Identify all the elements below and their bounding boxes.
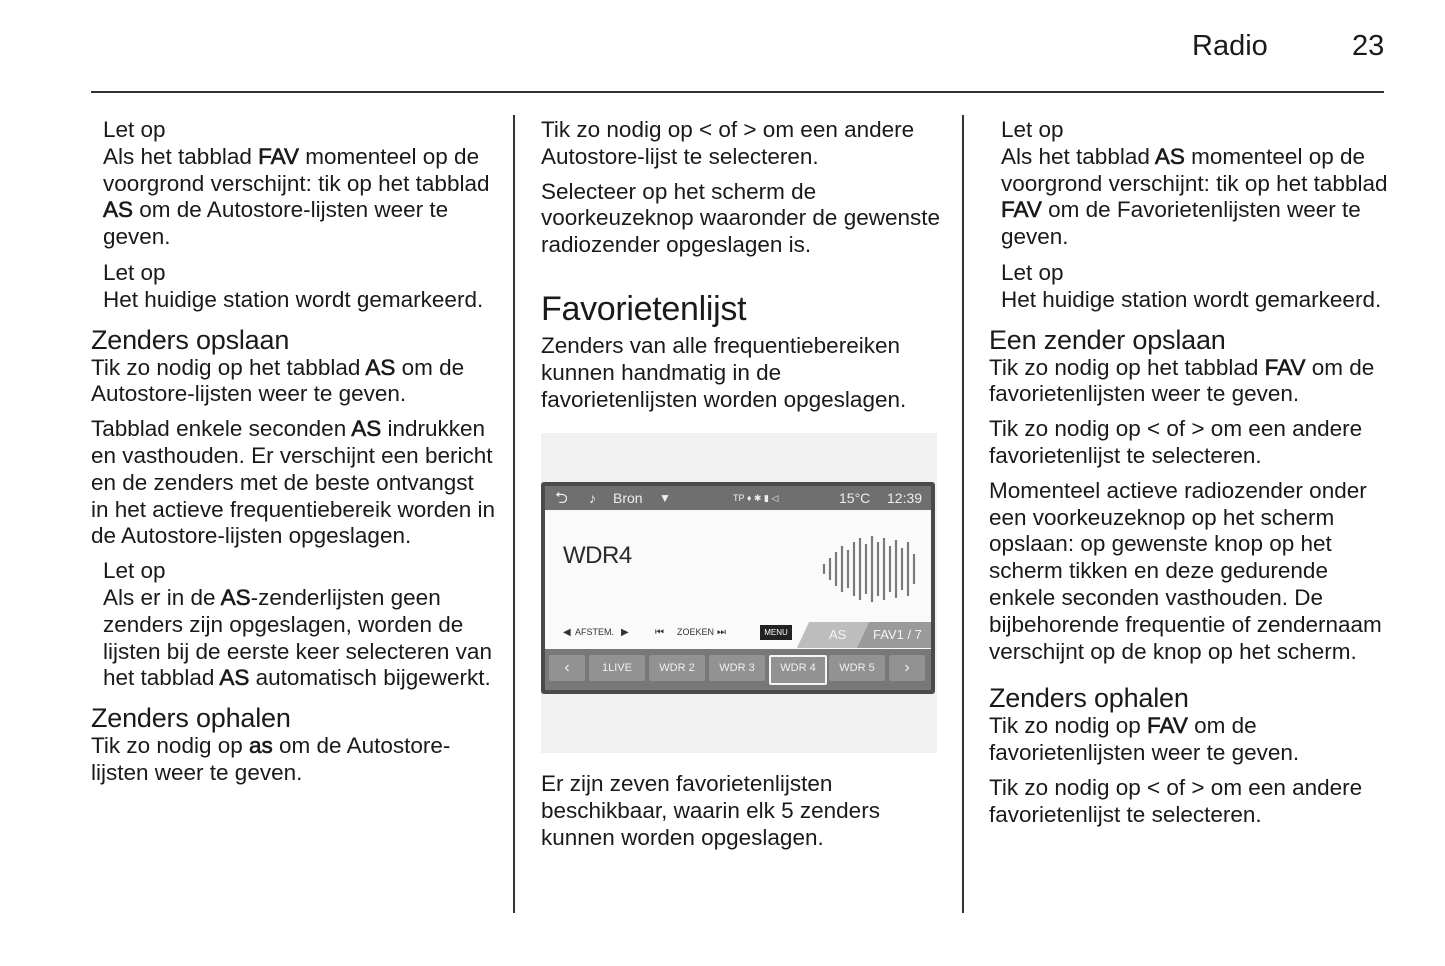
seek-back-icon[interactable]: ◀ — [563, 627, 571, 638]
preset-button-selected[interactable]: WDR 4 — [769, 655, 827, 685]
paragraph: Zenders van alle frequentiebereiken kunnen handmatig in de favorietenlijsten worden opgeslagen. — [541, 332, 907, 412]
paragraph: Tik zo nodig op < of > om een andere Autostore-lijst te selecteren. — [541, 117, 915, 169]
radio-screen-figure — [541, 482, 935, 694]
paragraph-seven-lists: Er zijn zeven favorietenlijsten beschikbaar, waarin elk 5 zenders kunnen worden opgeslagen. — [541, 771, 880, 850]
header-rule — [91, 91, 1384, 93]
heading-retrieve-stations: Zenders ophalen — [91, 703, 291, 734]
temperature: 15°C — [839, 490, 871, 506]
column-1 — [91, 117, 496, 795]
heading-retrieve-stations: Zenders ophalen — [989, 683, 1189, 714]
paragraph: Tik zo nodig op FAV om de favorietenlijsten weer te geven. — [989, 713, 1300, 766]
column-divider-left — [513, 115, 515, 913]
search-label: ZOEKEN — [677, 627, 715, 637]
tab-fav-label: FAV1 / 7 — [873, 627, 922, 642]
preset-bar — [545, 649, 931, 690]
paragraph: Tik zo nodig op het tabblad AS om de Autostore-lijsten weer te geven. — [91, 354, 465, 407]
search-forward-icon[interactable]: ⏭ — [717, 627, 726, 638]
preset-button[interactable]: WDR 5 — [829, 655, 885, 681]
note-current-station: Let op Het huidige station wordt gemarkeerd. — [1001, 260, 1389, 314]
heading-store-station: Een zender opslaan — [989, 324, 1226, 355]
dropdown-triangle-icon: ▼ — [659, 491, 671, 505]
paragraph: Selecteer op het scherm de voorkeuzeknop waaronder de gewenste radiozender opgeslagen is. — [541, 178, 941, 258]
note-label: Let op — [103, 259, 166, 285]
seek-forward-icon[interactable]: ▶ — [621, 627, 629, 638]
paragraph: Tik zo nodig op < of > om een andere favorietenlijst te selecteren. — [989, 774, 1363, 827]
note-label: Let op — [1001, 259, 1064, 285]
note-current-station: Let op Het huidige station wordt gemarkeerd. — [103, 260, 496, 314]
column-3 — [989, 117, 1389, 837]
audio-wave-graphic — [820, 534, 920, 604]
note-as-tab: Let op Als het tabblad AS momenteel op de voorgrond verschijnt: tik op het tabblad FAV om de Favorietenlijsten weer te geven. — [1001, 117, 1388, 250]
note-as-lists: Let op Als er in de AS-zenderlijsten geen zenders zijn opgeslagen, worden de lijsten bij de eerste keer selecteren van het tabblad AS automatisch bijgewerkt. — [103, 558, 496, 692]
page-header-title: Radio — [1192, 30, 1268, 62]
back-arrow-icon: ⮌ — [555, 490, 568, 507]
heading-favorites-list: Favorietenlijst — [541, 289, 747, 328]
preset-button[interactable]: WDR 3 — [709, 655, 765, 681]
note-label: Let op — [1001, 117, 1064, 142]
preset-button[interactable]: 1LIVE — [589, 655, 645, 681]
note-label: Let op — [103, 117, 166, 142]
tab-as-label: AS — [829, 627, 847, 642]
paragraph: Tabblad enkele seconden AS indrukken en vasthouden. Er verschijnt een bericht en de zenders met de beste ontvangst in het actieve frequentiebereik worden in de Autostore-lijsten opgeslagen. — [91, 416, 496, 549]
menu-button[interactable]: MENU — [760, 625, 792, 640]
clock-time: 12:39 — [887, 490, 923, 506]
note-label: Let op — [103, 558, 166, 584]
next-list-button[interactable]: › — [889, 655, 925, 681]
prev-list-button[interactable]: ‹ — [549, 655, 585, 681]
station-name: WDR4 — [563, 542, 632, 569]
source-label: Bron — [613, 490, 643, 506]
paragraph: Momenteel actieve radiozender onder een voorkeuzeknop op het scherm opslaan: op gewenste knop op het scherm tikken en deze gedurende enkele seconden vasthouden. De bijbehorende frequentie of zendernaam verschijnt op de knop op het scherm. — [989, 477, 1382, 664]
column-2 — [541, 117, 941, 421]
search-back-icon[interactable]: ⏮ — [655, 627, 664, 638]
paragraph: Tik zo nodig op as om de Autostore-lijsten weer te geven. — [91, 733, 451, 785]
heading-store-stations: Zenders opslaan — [91, 324, 290, 355]
paragraph: Tik zo nodig op < of > om een andere favorietenlijst te selecteren. — [989, 416, 1363, 468]
column-divider-right — [962, 115, 964, 913]
preset-button[interactable]: WDR 2 — [649, 655, 705, 681]
status-bar — [545, 486, 931, 510]
page-number: 23 — [1352, 30, 1385, 62]
seek-label: AFSTEM. — [575, 627, 615, 637]
paragraph: Tik zo nodig op het tabblad FAV om de favorietenlijsten weer te geven. — [989, 354, 1375, 407]
status-icons: TP ♦ ✱ ▮ ◁ — [733, 493, 779, 503]
music-note-icon: ♪ — [589, 490, 596, 506]
note-fav-tab: Let op Als het tabblad FAV momenteel op de voorgrond verschijnt: tik op het tabblad AS om de Autostore-lijsten weer te geven. — [103, 117, 496, 251]
